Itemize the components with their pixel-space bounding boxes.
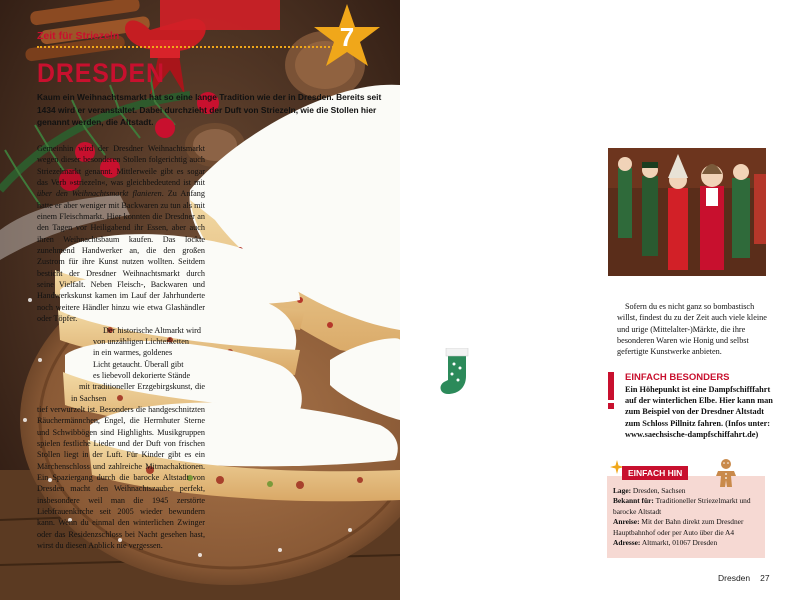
body-paragraph-2: Der historische Altmarkt wird von unzähligen Lichterketten in ein warmes, goldenes Licht getaucht. Überall gibt es liebevoll dekorierte Stände mit traditioneller Erzgebirgskunst, die in Sachsen tief verwurzelt ist. Besonders die handgeschnitzten Räuchermännchen, Engel, die Herrnhuter Sterne und Schwibbögen sind Highlights. Musikgruppen spielen festliche Lieder und der Duft von frischen Stollen liegt in der Luft. Für Kinder gibt es ein Märchenschloss und zahlreiche Mitmachaktionen. Ein Spaziergang durch die barocke Altstadt von Dresden macht den Weihnachtszauber perfekt, insbesondere weil man die 1945 zerstörte Liebfrauenkirche seit 2005 wieder bewundern kann. Wenn du einmal den winterlichen Zwinger oder das Residenzschloss bei Nacht gesehen hast, wirst du diesen Anblick nie vergessen. [37, 325, 206, 551]
info-row-known-for: Bekannt für: Traditioneller Striezelmarkt und barocke Altstadt [613, 496, 751, 516]
page-number: 27 [760, 573, 770, 583]
info-row-location: Lage: Dresden, Sachsen [613, 486, 686, 495]
intro-text: Kaum ein Weihnachtsmarkt hat so eine lange Tradition wie der in Dresden. Bereits seit 1434 wird er veranstaltet. Dabei durchzieht der Duft von Striezeln, wie die Stollen hier genannt werden, die Altstadt. [37, 92, 382, 128]
sock-icon [436, 348, 476, 398]
exclamation-icon [607, 372, 615, 410]
footer-section: Dresden [718, 573, 751, 583]
tip-heading: EINFACH BESONDERS [625, 372, 730, 383]
info-row-arrival: Anreise: Mit der Bahn direkt zum Dresdner Hauptbahnhof oder per Auto über die A4 [613, 517, 744, 537]
page-footer [718, 573, 770, 583]
chapter-number: 7 [339, 22, 355, 52]
nutcracker-photo [608, 148, 766, 276]
info-row-address: Adresse: Altmarkt, 01067 Dresden [613, 538, 718, 548]
page-title: DRESDEN [37, 58, 165, 88]
section-kicker: Zeit für Striezeln [37, 30, 120, 42]
tip-text: Ein Höhepunkt ist eine Dampfschifffahrt auf der winterlichen Elbe. Hier kann man zum Beispiel von der Dresdner Altstadt zum Schloss Pillnitz fahren. (Infos unter: www.saechsische-dampfschiffahrt.de) [625, 385, 773, 439]
info-list [613, 486, 763, 548]
body-paragraph-1: Gemeinhin wird der Dresdner Weihnachtsmarkt wegen dieser besonderen Stollen folgerichtig auch Striezelmarkt genannt. Mittlerweile gibt es sogar das Verb »striezeln«, was gleichbedeutend ist mit über den Weihnachtsmarkt flanieren. Zu Anfang hatte er aber weniger mit Backwaren zu tun als mit einem Fleischmarkt. Hier konnten die Dresdner an den Tagen vor Heiligabend ihr Essen, aber auch ihren Weihnachtsbaum kaufen. Das lockte zunehmend Handwerker an, die den großen Zustrom für ihre Kunst nutzen wollten. Seitdem besticht der Dresdner Weihnachtsmarkt durch seine Vielfalt. Neben Fleisch-, Backwaren und Handwerkskunst kamen im Lauf der Jahrhunderte noch weitere Händler hinzu wie etwa Glashändler oder Töpfer. [37, 144, 205, 324]
body-column-2: Sofern du es nicht ganz so bombastisch willst, findest du zu der Zeit auch viele kleine und urige (Mittelalter-)Märkte, die ihre besonderen Waren wie Honig und selbst gefertigte Kunstwerke anbieten. [617, 302, 767, 357]
dotted-divider [37, 46, 345, 48]
body-column-1 [37, 143, 205, 551]
info-tag: EINFACH HIN [622, 466, 688, 480]
gingerbread-icon [714, 458, 738, 488]
